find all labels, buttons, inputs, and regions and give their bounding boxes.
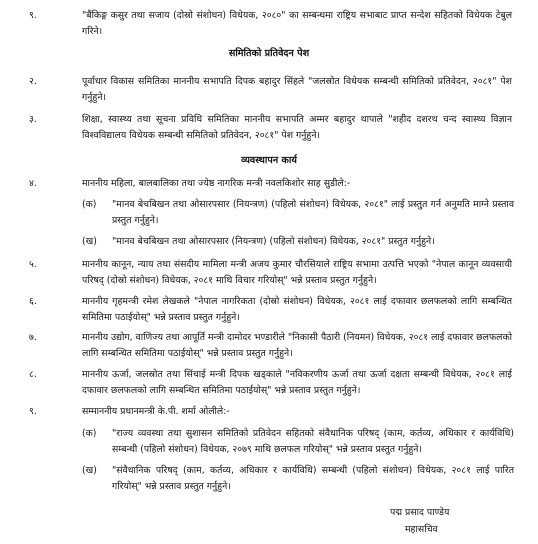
sub-item-text: "मानव बेचबिखन तथा ओसारपसार (नियन्त्रण) (पहिलो संशोधन) विधेयक, २०८१" प्रस्तुत गर्नुहुने। [112,236,435,247]
sub-item-label: (क) [82,428,97,439]
sub-item-text: "संवैधानिक परिषद् (काम, कर्तव्य, अधिकार र कार्यविधि) सम्बन्धी (पहिलो संशोधन) विधेयक, २०८१ लाई पारित गरियोस्" भन्ने प्रस्ताव प्रस्तुत गर्नुहुने। [112,465,514,492]
item-text: शिक्षा, स्वास्थ्य तथा सूचना प्रविधि समितिका माननीय सभापति अम्मर बहादुर थापाले "शहीद दशरथ चन्द स्वास्थ्य विज्ञान विश्वविद्यालय विधेयक सम्बन्धी समितिको प्रतिवेदन, २०८१" पेश गर्नुहुने। [82,114,512,141]
sub-item-text: "राज्य व्यवस्था तथा सुशासन समितिको प्रतिवेदन सहितको संवैधानिक परिषद् (काम, कर्तव्य, अधिकार र कार्यविधि) सम्बन्धी (पहिलो संशोधन) विधेयक, २०७९ माथि छलफल गरियोस्" भन्ने प्रस्ताव प्रस्तुत गर्नुहुने। [112,428,514,455]
item-number: ४. [29,178,37,189]
item-text: माननीय ऊर्जा, जलस्रोत तथा सिंचाई मन्त्री दिपक खड्काले "नविकरणीय ऊर्जा तथा ऊर्जा दक्षता सम्बन्धी विधेयक, २०८१ लाई दफावार छलफलको लागि सम्बन्धित समितिमा पठाईयोस्" भन्ने प्रस्ताव प्रस्तुत गर्नुहुने। [82,369,512,396]
signatory-name: पद्म प्रसाद पाण्डेय [390,507,450,518]
sub-item-label: (क) [82,199,97,210]
sub-item-label: (ख) [82,236,97,247]
item-text: "बैंकिङ्ग कसुर तथा सजाय (दोस्रो संशोधन) विधेयक, २०८०" का सम्बन्धमा राष्ट्रिय सभाबाट प्राप्त सन्देश सहितको विधेयक टेबुल गरिने। [82,10,512,37]
sub-item-text: "मानव बेचबिखन तथा ओसारपसार (नियन्त्रण) (पहिलो संशोधन) विधेयक, २०८१" लाई प्रस्तुत गर्न अनुमति माग्ने प्रस्ताव प्रस्तुत गर्नुहुने। [112,199,514,226]
item-text: सम्माननीय प्रधानमन्त्री के.पी. शर्मा ओलीले:- [82,406,230,417]
item-number: २. [29,76,37,87]
signatory-title: महासचिव [405,524,438,535]
item-text: माननीय महिला, बालबालिका तथा ज्येष्ठ नागरिक मन्त्री नवलकिशोर साह सुडीले:- [82,178,351,189]
item-number: ६. [29,296,37,307]
item-number: ७. [29,332,37,343]
item-number: ५. [29,259,37,270]
item-number: ३. [29,114,37,125]
item-number: ९. [29,406,37,417]
item-number: ९. [29,10,37,21]
item-text: पूर्वाधार विकास समितिका माननीय सभापति दिपक बहादुर सिंहले "जलस्रोत विधेयक सम्बन्धी समितिको प्रतिवेदन, २०८१" पेश गर्नुहुने। [82,76,512,103]
sub-item-label: (ख) [82,465,97,476]
item-text: माननीय उद्योग, वाणिज्य तथा आपूर्ति मन्त्री दामोदर भण्डारीले "निकासी पैठारी (नियमन) विधेयक, २०८१ लाई दफावार छलफलको लागि सम्बन्धित समितिमा पठाईयोस्" भन्ने प्रस्ताव प्रस्तुत गर्नुहुने। [82,332,512,359]
section-heading-committee-report: समितिको प्रतिवेदन पेश [228,48,310,59]
item-text: माननीय कानून, न्याय तथा संसदीय मामिला मन्त्री अजय कुमार चौरसियाले राष्ट्रिय सभामा उत्पत्ति भएको "नेपाल कानून व्यवसायी परिषद् (दोस्रो संशोधन) विधेयक, २०८१ माथि विचार गरियोस्" भन्ने प्रस्ताव प्रस्तुत गर्नुहुने। [82,259,512,286]
item-number: ८. [29,369,37,380]
item-text: माननीय गृहमन्त्री रमेश लेखकले "नेपाल नागरिकता (दोस्रो संशोधन) विधेयक, २०८१ लाई दफावार छलफलको लागि सम्बन्धित समितिमा पठाईयोस्" भन्ने प्रस्ताव प्रस्तुत गर्नुहुने। [82,296,512,323]
section-heading-legislative-business: व्यवस्थापन कार्य [241,155,297,166]
